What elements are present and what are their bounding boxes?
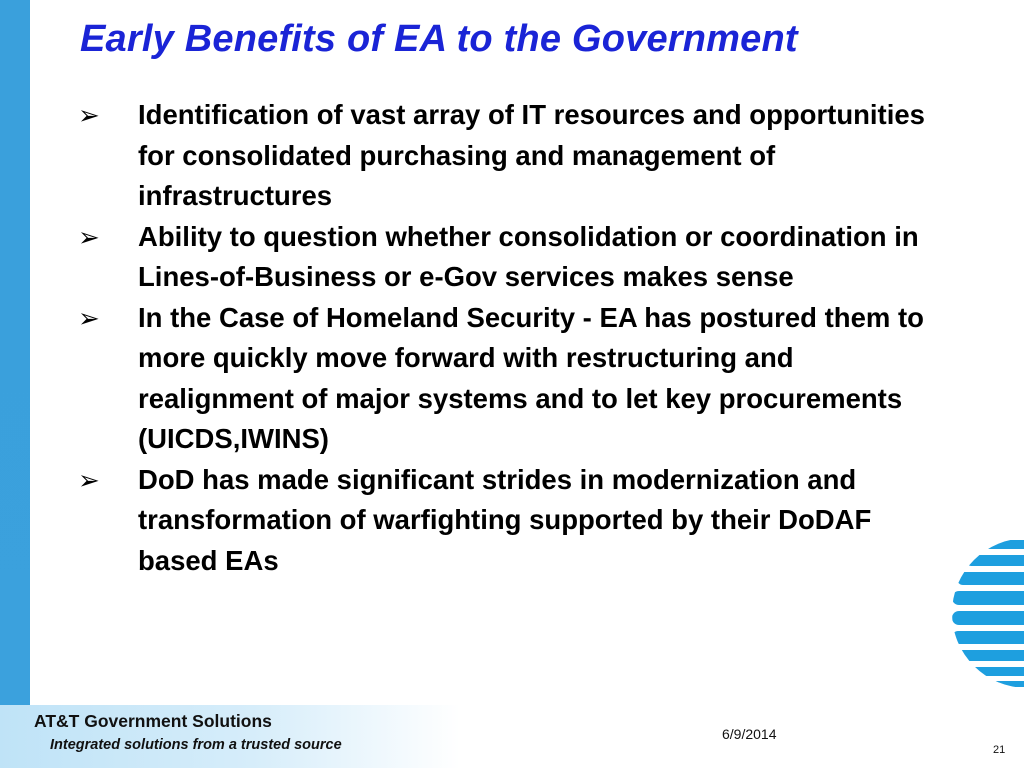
arrow-bullet-icon: ➢ [78, 302, 100, 333]
arrow-bullet-icon: ➢ [78, 464, 100, 495]
slide-date: 6/9/2014 [722, 726, 777, 742]
page-number: 21 [993, 744, 1006, 756]
arrow-bullet-icon: ➢ [78, 100, 100, 130]
bullet-text: Identification of vast array of IT resources and opportunities for consolidated purchasing and management of infrastructures [138, 99, 925, 211]
company-tagline: Integrated solutions from a trusted source [50, 737, 342, 753]
arrow-bullet-icon: ➢ [78, 221, 100, 252]
slide-title: Early Benefits of EA to the Government [80, 18, 798, 60]
att-globe-icon [952, 538, 1024, 688]
left-accent-bar [0, 0, 30, 768]
bullet-item [60, 217, 940, 298]
bullet-item [60, 460, 940, 582]
bullet-text: In the Case of Homeland Security - EA has postured them to more quickly move forward with restructuring and realignment of major systems and to let key procurements (UICDS,IWINS) [138, 301, 924, 454]
bullet-list [60, 95, 940, 581]
company-name: AT&T Government Solutions [34, 711, 272, 731]
bullet-text: DoD has made significant strides in modernization and transformation of warfighting supported by their DoDAF based EAs [138, 463, 872, 576]
bullet-text: Ability to question whether consolidation or coordination in Lines-of-Business or e-Gov services makes sense [138, 220, 919, 292]
bullet-item [60, 95, 940, 217]
bullet-item [60, 298, 940, 460]
